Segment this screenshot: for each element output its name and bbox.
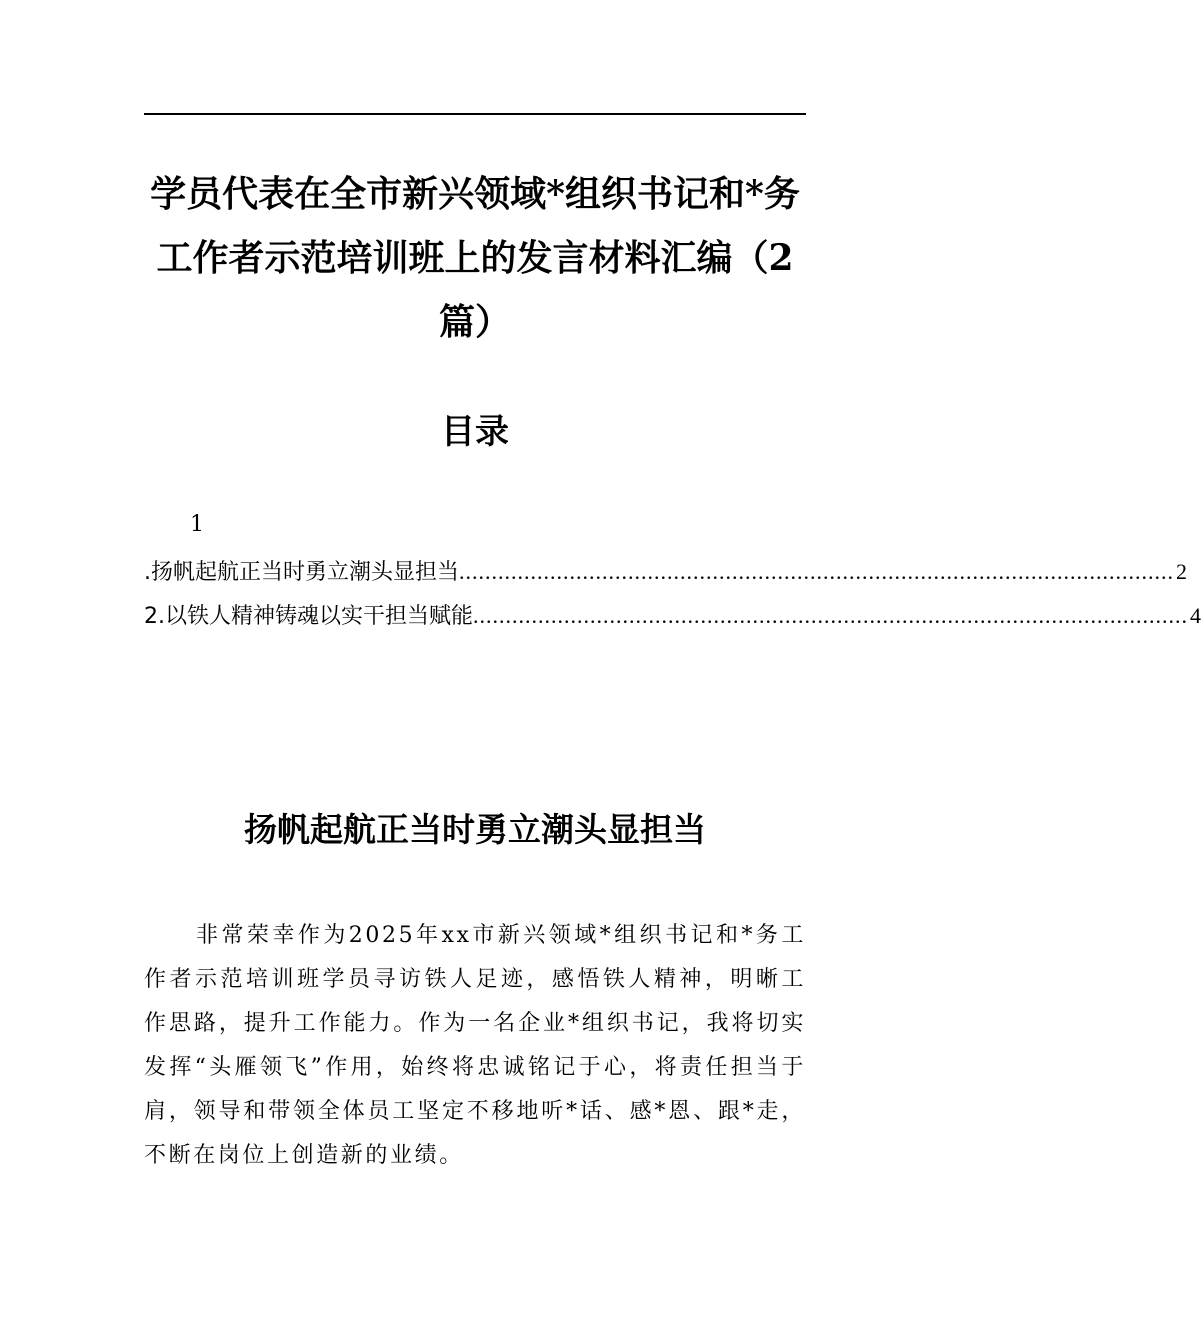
document-title: [144, 162, 806, 354]
toc-entry-1[interactable]: [144, 556, 1187, 589]
toc-leader-dots: ..............................................................................................................: [459, 559, 1174, 584]
toc-entry-label: 2.以铁人精神铸魂以实干担当赋能: [144, 604, 473, 629]
toc-entry-number: 1: [190, 512, 204, 537]
toc-entry-label: .扬帆起航正当时勇立潮头显担当: [144, 560, 459, 585]
toc-heading: 目录: [441, 412, 509, 452]
title-line-2: 工作者示范培训班上的发言材料汇编（2: [156, 237, 794, 279]
top-divider: [144, 113, 806, 115]
toc-entry-2[interactable]: [144, 600, 1201, 633]
toc-leader-dots: ..............................................................................................................: [473, 603, 1188, 628]
section-title: 扬帆起航正当时勇立潮头显担当: [244, 810, 706, 849]
title-line-1: 学员代表在全市新兴领域*组织书记和*务: [150, 173, 800, 215]
body-paragraph: 非常荣幸作为2025年xx市新兴领域*组织书记和*务工作者示范培训班学员寻访铁人足迹，感悟铁人精神，明晰工作思路，提升工作能力。作为一名企业*组织书记，我将切实发挥“头雁领飞”作用，始终将忠诚铭记于心，将责任担当于肩，领导和带领全体员工坚定不移地听*话、感*恩、跟*走，不断在岗位上创造新的业绩。: [144, 923, 806, 1168]
toc-entry-page: 4: [1190, 603, 1201, 628]
toc-entry-page: 2: [1176, 559, 1187, 584]
title-line-3: 篇）: [438, 301, 511, 343]
